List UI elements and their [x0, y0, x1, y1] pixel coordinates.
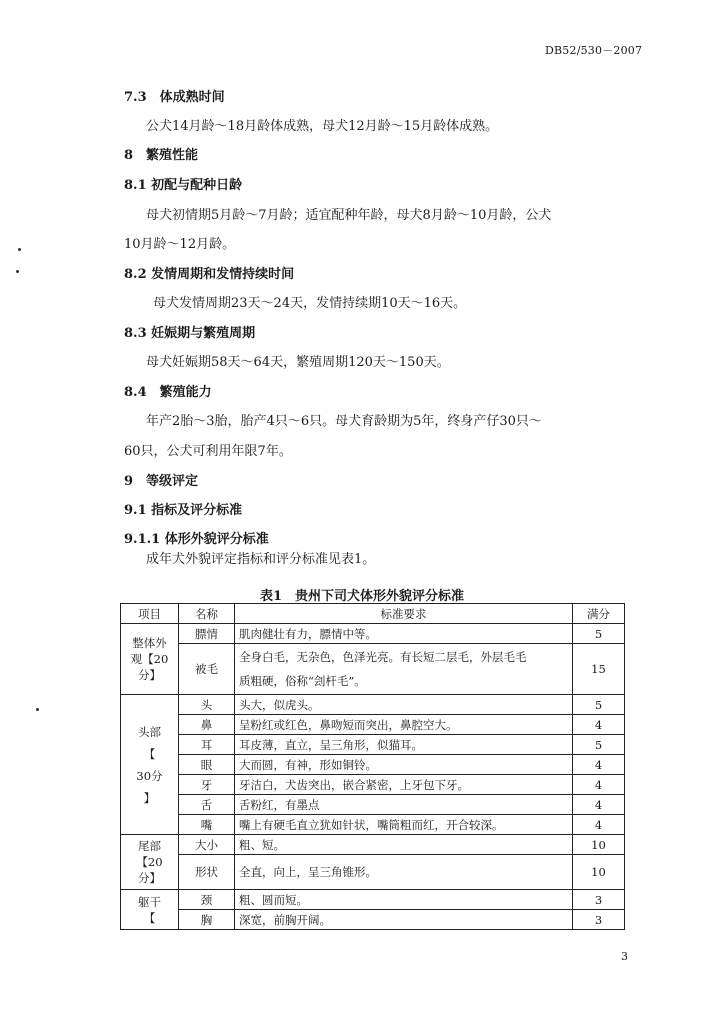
row-score: 10	[573, 855, 625, 890]
table-row	[121, 835, 625, 855]
table-row	[121, 644, 625, 695]
heading-8-3: 8.3 妊娠期与繁殖周期	[124, 326, 256, 341]
row-requirement: 舌粉红，有墨点	[235, 795, 573, 815]
heading-8: 8 繁殖性能	[124, 148, 199, 163]
heading-8-1: 8.1 初配与配种日龄	[124, 178, 243, 193]
body-8-1-line-2: 10月龄～12月龄。	[124, 237, 236, 252]
heading-8-4: 8.4 繁殖能力	[124, 385, 212, 400]
row-score: 5	[573, 695, 625, 715]
row-score: 3	[573, 890, 625, 910]
group-label-line: 【20	[136, 855, 163, 869]
row-score: 3	[573, 910, 625, 930]
row-name: 头	[179, 695, 235, 715]
row-name: 舌	[179, 795, 235, 815]
scan-speck	[16, 270, 19, 273]
row-requirement: 耳皮薄，直立，呈三角形，似猫耳。	[235, 735, 573, 755]
table-caption: 表1 贵州下司犬体形外貌评分标准	[259, 589, 465, 604]
table-header-row	[121, 604, 625, 624]
row-name: 形状	[179, 855, 235, 890]
group-label-line: 【	[143, 910, 156, 925]
group-label-line: 整体外	[132, 636, 167, 650]
row-score: 5	[573, 735, 625, 755]
row-name: 眼	[179, 755, 235, 775]
table-row	[121, 755, 625, 775]
group-label-tail	[121, 835, 179, 890]
row-name: 大小	[179, 835, 235, 855]
row-requirement	[235, 644, 573, 695]
requirement-line: 全身白毛，无杂色，色泽光亮。有长短二层毛，外层毛毛	[239, 650, 527, 664]
body-7-3-line-1: 公犬14月龄～18月龄体成熟，母犬12月龄～15月龄体成熟。	[146, 119, 499, 134]
row-score: 4	[573, 795, 625, 815]
row-score: 10	[573, 835, 625, 855]
group-label-line: 观【20	[130, 652, 169, 666]
row-name: 膘情	[179, 624, 235, 644]
row-requirement: 肌肉健壮有力，膘情中等。	[235, 624, 573, 644]
row-requirement: 牙洁白，犬齿突出，嵌合紧密，上牙包下牙。	[235, 775, 573, 795]
body-8-3-line-1: 母犬妊娠期58天～64天，繁殖周期120天～150天。	[146, 355, 450, 370]
table-row	[121, 735, 625, 755]
row-name: 鼻	[179, 715, 235, 735]
row-score: 4	[573, 715, 625, 735]
table-row	[121, 715, 625, 735]
heading-9: 9 等级评定	[124, 474, 199, 489]
row-score: 5	[573, 624, 625, 644]
body-8-4-line-1: 年产2胎～3胎，胎产4只～6只。母犬育龄期为5年，终身产仔30只～	[146, 414, 542, 429]
row-score: 4	[573, 815, 625, 835]
table-row	[121, 624, 625, 644]
header-requirement: 标准要求	[235, 604, 573, 624]
row-requirement: 嘴上有硬毛直立犹如针状，嘴筒粗而红，开合较深。	[235, 815, 573, 835]
row-name: 嘴	[179, 815, 235, 835]
body-8-2-line-1: 母犬发情周期23天～24天，发情持续期10天～16天。	[153, 296, 467, 311]
header-score: 满分	[573, 604, 625, 624]
table-row	[121, 775, 625, 795]
group-label-overall	[121, 624, 179, 695]
row-requirement: 大而圆，有神，形如铜铃。	[235, 755, 573, 775]
table-row	[121, 855, 625, 890]
group-label-line: 30分	[136, 768, 163, 783]
table-row	[121, 910, 625, 930]
table-row	[121, 890, 625, 910]
row-requirement: 全直，向上，呈三角锥形。	[235, 855, 573, 890]
header-doc-code: DB52/530－2007	[545, 44, 643, 57]
row-name: 耳	[179, 735, 235, 755]
row-requirement: 粗、圆而短。	[235, 890, 573, 910]
group-label-line: 躯干	[138, 894, 161, 909]
header-name: 名称	[179, 604, 235, 624]
heading-9-1: 9.1 指标及评分标准	[124, 503, 243, 518]
table-row	[121, 795, 625, 815]
group-label-line: 【	[143, 746, 156, 761]
row-score: 4	[573, 755, 625, 775]
body-9-1-1-line-1: 成年犬外貌评定指标和评分标准见表1。	[146, 552, 376, 567]
group-label-line: 分】	[138, 871, 161, 885]
group-label-head	[121, 695, 179, 835]
requirement-line: 质粗硬，俗称“刽杆毛”。	[239, 674, 366, 688]
group-label-line: 】	[143, 790, 156, 805]
group-label-line: 尾部	[138, 839, 161, 853]
row-name: 胸	[179, 910, 235, 930]
heading-7-3: 7.3 体成熟时间	[124, 90, 225, 105]
body-8-4-line-2: 60只，公犬可利用年限7年。	[124, 444, 292, 459]
row-score: 15	[573, 644, 625, 695]
table-row	[121, 815, 625, 835]
body-8-1-line-1: 母犬初情期5月龄～7月龄；适宜配种年龄，母犬8月龄～10月龄，公犬	[146, 208, 552, 223]
row-requirement: 头大，似虎头。	[235, 695, 573, 715]
row-requirement: 深宽，前胸开阔。	[235, 910, 573, 930]
row-requirement: 呈粉红或红色，鼻吻短而突出，鼻腔空大。	[235, 715, 573, 735]
row-name: 颈	[179, 890, 235, 910]
page-number: 3	[621, 950, 628, 963]
heading-8-2: 8.2 发情周期和发情持续时间	[124, 267, 295, 282]
group-label-line: 分】	[138, 668, 161, 682]
scoring-table	[120, 603, 625, 930]
row-requirement: 粗、短。	[235, 835, 573, 855]
scan-speck	[36, 708, 39, 711]
heading-9-1-1: 9.1.1 体形外貌评分标准	[124, 532, 269, 547]
header-item: 项目	[121, 604, 179, 624]
scan-speck	[18, 248, 21, 251]
group-label-trunk	[121, 890, 179, 930]
row-score: 4	[573, 775, 625, 795]
table-row	[121, 695, 625, 715]
row-name: 被毛	[179, 644, 235, 695]
row-name: 牙	[179, 775, 235, 795]
group-label-line: 头部	[138, 724, 161, 739]
